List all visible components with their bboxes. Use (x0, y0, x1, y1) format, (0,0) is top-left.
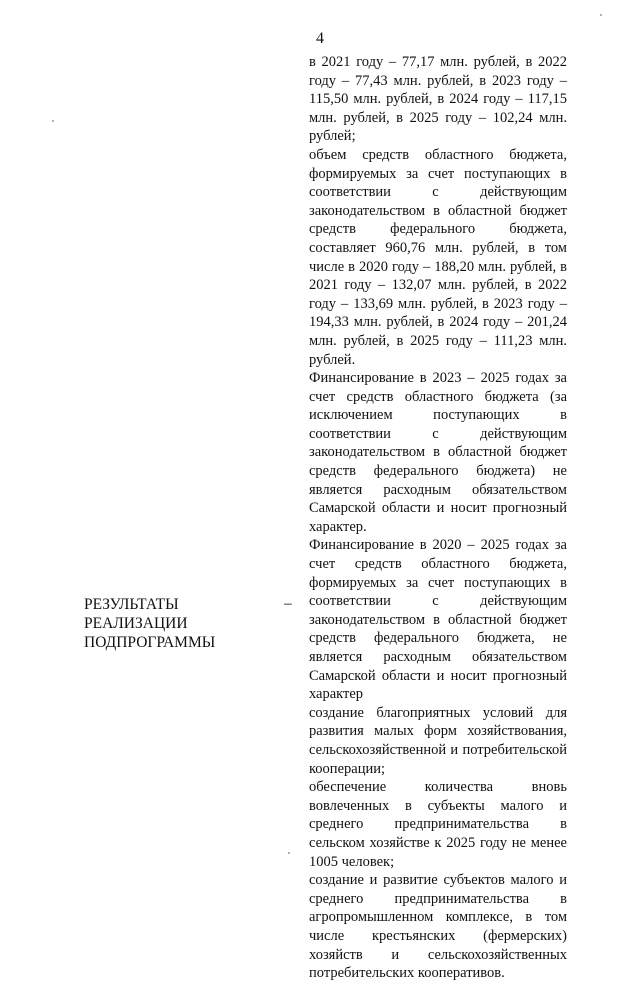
section-label (84, 595, 215, 652)
section-label-line-2: РЕАЛИЗАЦИИ (84, 615, 188, 632)
funding-paragraph-1: в 2021 году – 77,17 млн. рублей, в 2022 году – 77,43 млн. рублей, в 2023 году – 115,50 млн. рублей, в 2024 году – 117,15 млн. рублей, в 2025 году – 102,24 млн. рублей; (309, 54, 567, 145)
section-label-line-1: РЕЗУЛЬТАТЫ (84, 596, 179, 613)
scan-speck (288, 852, 290, 854)
scan-speck (52, 120, 54, 122)
result-paragraph-2: обеспечение количества вновь вовлеченных в субъекты малого и среднего предпринимательства в сельском хозяйстве к 2025 году не менее 1005 человек; (309, 779, 567, 870)
result-paragraph-3: создание и развитие субъектов малого и среднего предпринимательства в агропромышленном комплексе, в том числе крестьянских (фермерских) хозяйств и сельскохозяйственных потребительских кооперативов. (309, 872, 567, 982)
funding-paragraph-2: объем средств областного бюджета, формируемых за счет поступающих в соответствии с действующим законодательством в областной бюджет средств федерального бюджета, составляет 960,76 млн. рублей, в том числе в 2020 году – 188,20 млн. рублей, в 2021 году – 132,07 млн. рублей, в 2022 году – 133,69 млн. рублей, в 2023 году – 194,33 млн. рублей, в 2024 году – 201,24 млн. рублей, в 2025 году – 111,23 млн. рублей. (309, 146, 567, 368)
funding-paragraph-3: Финансирование в 2023 – 2025 годах за счет средств областного бюджета (за исключением поступающих в соответствии с действующим законодательством в областной бюджет средств федерального бюджета) не является расходным обязательством Самарской области и носит прогнозный характер. (309, 370, 567, 535)
section-dash: – (284, 595, 292, 612)
funding-block (309, 53, 567, 983)
result-paragraph-1: создание благоприятных условий для развития малых форм хозяйствования, сельскохозяйственной и потребительской кооперации; (309, 704, 567, 777)
funding-paragraph-4: Финансирование в 2020 – 2025 годах за счет средств областного бюджета, формируемых за счет поступающих в соответствии с действующим законодательством в областной бюджет средств федерального бюджета, не является расходным обязательством Самарской области и носит прогнозный характер (309, 537, 567, 703)
section-label-line-3: ПОДПРОГРАММЫ (84, 634, 216, 651)
scan-speck (600, 14, 602, 16)
page-number: 4 (316, 30, 324, 47)
